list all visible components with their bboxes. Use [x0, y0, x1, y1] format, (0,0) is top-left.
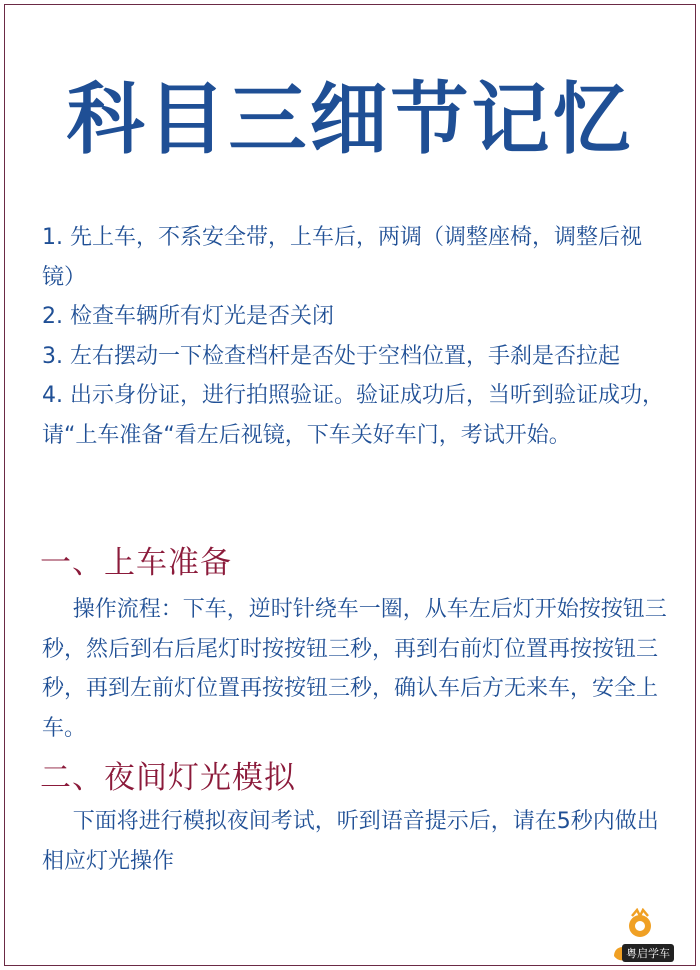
paragraph: 下面将进行模拟夜间考试，听到语音提示后，请在5秒内做出相应灯光操作	[42, 809, 659, 874]
step-item: 2. 检查车辆所有灯光是否关闭	[42, 304, 334, 329]
steps-list	[42, 218, 672, 455]
section-heading-night-lights: 二、夜间灯光模拟	[40, 760, 296, 796]
step-item: 4. 出示身份证，进行拍照验证。验证成功后，当听到验证成功，请“上车准备“看左后视镜，下车关好车门，考试开始。	[42, 383, 664, 448]
paragraph: 操作流程：下车，逆时针绕车一圈，从车左后灯开始按按钮三秒，然后到右后尾灯时按按钮三秒，再到右前灯位置再按按钮三秒，再到左前灯位置再按按钮三秒，确认车后方无来车，安全上车。	[42, 597, 667, 741]
section-heading-boarding: 一、上车准备	[40, 545, 232, 581]
brand-logo-text: 粤启学车	[622, 944, 674, 962]
page-title: 科目三细节记忆	[66, 75, 634, 165]
step-item: 3. 左右摆动一下检查档杆是否处于空档位置，手刹是否拉起	[42, 343, 620, 369]
step-item: 1. 先上车，不系安全带，上车后，两调（调整座椅，调整后视镜）	[42, 225, 642, 290]
section-body-night-lights	[42, 802, 672, 881]
section-body-boarding	[42, 590, 672, 748]
